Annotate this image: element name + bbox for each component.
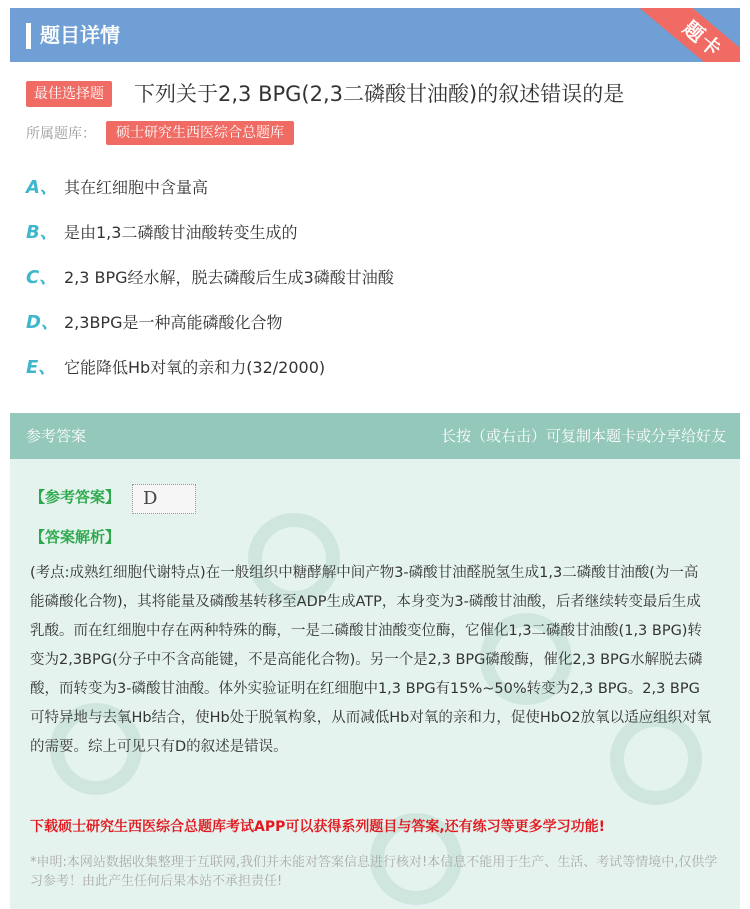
disclaimer: *申明:本网站数据收集整理于互联网,我们并未能对答案信息进行核对!本信息不能用于生产、生活、考试等情境中,仅供学习参考！由此产生任何后果本站不承担责任! — [30, 855, 718, 889]
question-bank-label: 所属题库： — [26, 126, 96, 142]
question-text: 下列关于2,3 BPG(2,3二磷酸甘油酸)的叙述错误的是 — [134, 82, 625, 106]
option-d[interactable] — [26, 305, 726, 350]
answer-section-header — [10, 413, 740, 459]
answer-value: D — [143, 488, 158, 509]
option-c[interactable] — [26, 260, 726, 305]
option-letter: C、 — [26, 267, 58, 288]
page-title: 题目详情 — [40, 23, 120, 47]
analysis-text: (考点:成熟红细胞代谢特点)在一般组织中糖酵解中间产物3-磷酸甘油醛脱氢生成1,3二磷酸甘油酸(为一高能磷酸化合物)，其将能量及磷酸基转移至ADP生成ATP，本身变为3-磷酸甘油酸，后者继续转变最后生成乳酸。而在红细胞中存在两种特殊的酶，一是二磷酸甘油酸变位酶，它催化1,3二磷酸甘油酸(1,3 BPG)转变为2,3BPG(分子中不含高能键，不是高能化合物)。另一个是2,3 BPG磷酸酶，催化2,3 BPG水解脱去磷酸，而转变为3-磷酸甘油酸。体外实验证明在红细胞中1,3 BPG有15%~50%转变为2,3 BPG。2,3 BPG可特异地与去氧Hb结合，使Hb处于脱氧构象，从而减低Hb对氧的亲和力，促使HbO2放氧以适应组织对氧的需要。综上可见只有D的叙述是错误。 — [30, 565, 712, 755]
answer-section-title: 参考答案 — [26, 427, 87, 445]
answer-image — [132, 484, 196, 514]
option-text: 它能降低Hb对氧的亲和力(32/2000) — [64, 358, 326, 377]
app-download-promo[interactable]: 下载硕士研究生西医综合总题库考试APP可以获得系列题目与答案,还有练习等更多学习功能! — [30, 819, 606, 835]
option-a[interactable] — [26, 170, 726, 215]
share-hint: 长按（或右击）可复制本题卡或分享给好友 — [440, 427, 726, 445]
option-letter: D、 — [26, 312, 59, 333]
answer-section — [10, 413, 740, 909]
header-accent-bar — [26, 23, 31, 49]
options-list — [26, 170, 726, 395]
option-text: 2,3 BPG经水解，脱去磷酸后生成3磷酸甘油酸 — [64, 268, 394, 287]
answer-label: 【参考答案】 — [30, 488, 121, 506]
option-b[interactable] — [26, 215, 726, 260]
question-line — [26, 78, 736, 114]
analysis-label: 【答案解析】 — [30, 528, 121, 546]
option-text: 2,3BPG是一种高能磷酸化合物 — [64, 313, 283, 332]
question-type-badge: 最佳选择题 — [26, 81, 112, 107]
option-e[interactable] — [26, 350, 726, 395]
option-text: 其在红细胞中含量高 — [64, 178, 209, 197]
card-ribbon: 题卡 — [635, 8, 740, 62]
option-letter: A、 — [26, 177, 58, 198]
page-header — [10, 8, 740, 62]
option-letter: B、 — [26, 222, 58, 243]
question-bank-link[interactable]: 硕士研究生西医综合总题库 — [106, 121, 294, 145]
option-letter: E、 — [26, 357, 57, 378]
option-text: 是由1,3二磷酸甘油酸转变生成的 — [64, 223, 298, 242]
